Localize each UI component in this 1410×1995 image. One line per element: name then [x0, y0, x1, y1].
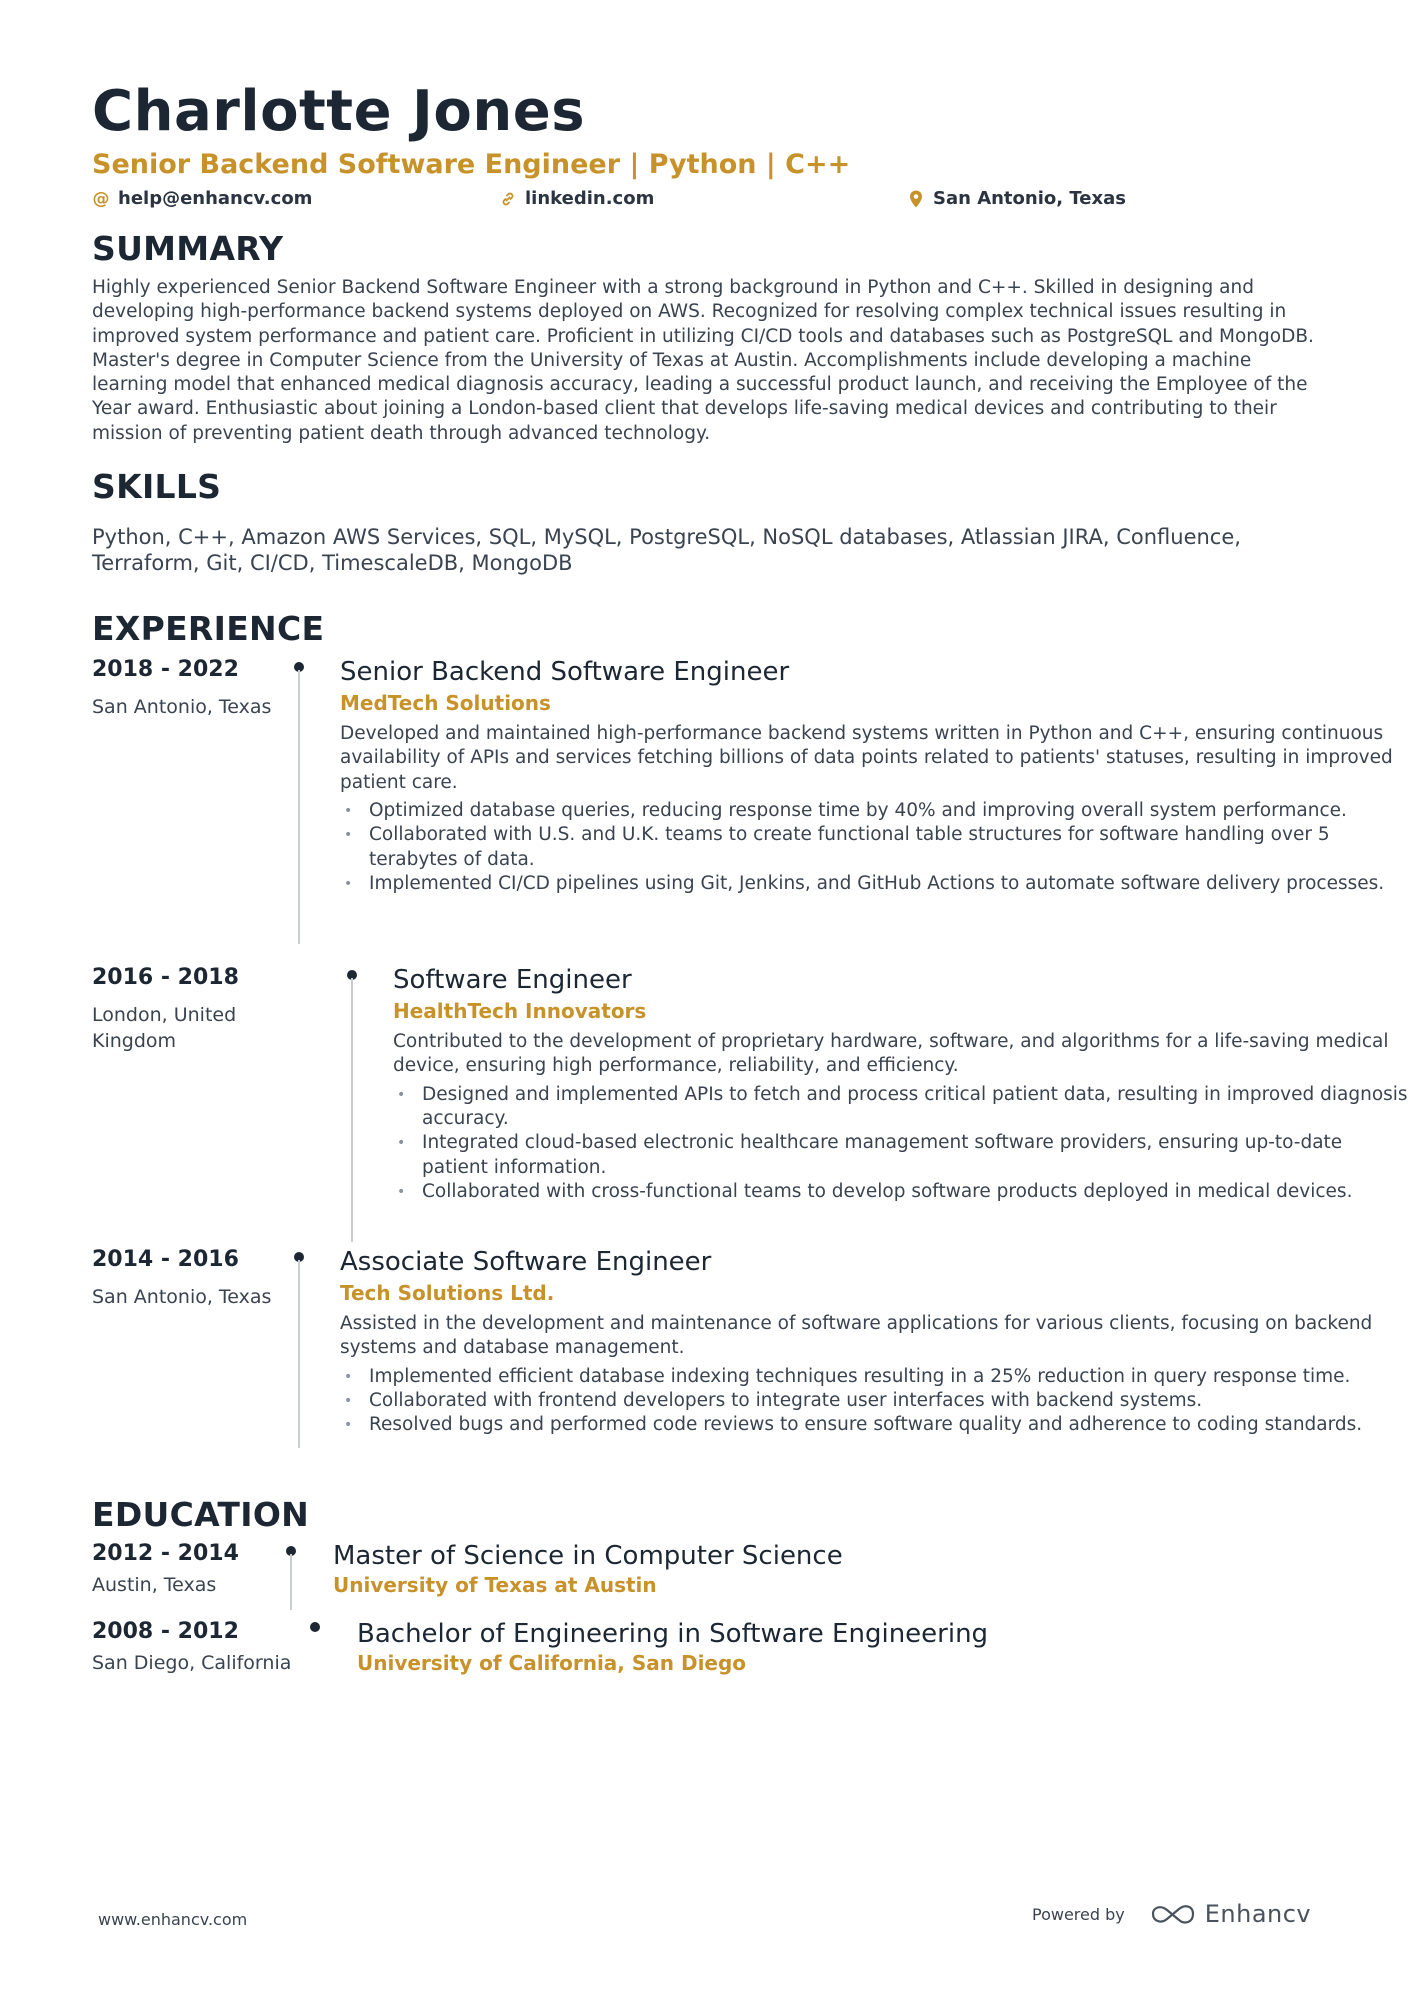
entry-location: San Antonio, Texas	[92, 1286, 272, 1309]
education-entry	[92, 1618, 1332, 1694]
experience-entry	[92, 656, 1393, 954]
contact-email[interactable]	[92, 188, 312, 209]
contact-row	[92, 188, 1332, 216]
contact-linkedin-text: linkedin.com	[525, 188, 655, 209]
skills-section	[92, 466, 1332, 576]
entry-location: London, United Kingdom	[92, 1004, 237, 1053]
entry-bullets	[393, 1083, 1410, 1204]
education-degree: Master of Science in Computer Science	[333, 1541, 843, 1572]
entry-role: Senior Backend Software Engineer	[340, 657, 790, 688]
timeline-line	[351, 978, 353, 1242]
powered-by-label: Powered by	[1032, 1904, 1125, 1924]
contact-linkedin[interactable]	[499, 188, 654, 209]
experience-entry	[92, 1246, 1373, 1486]
contact-email-text: help@enhancv.com	[118, 188, 313, 209]
resume-page	[92, 78, 1408, 1694]
experience-entry	[92, 964, 1408, 1246]
entry-description: Developed and maintained high-performance backend systems written in Python and C++, ensuring continuous availability of APIs and services fetching billions of data points related to patients' statuses, resulting in improved patient care.	[340, 723, 1393, 793]
entry-meta	[92, 1618, 322, 1676]
at-icon: @	[92, 188, 110, 209]
timeline-line	[298, 670, 300, 944]
bullet-item: • Optimized database queries, reducing response time by 40% and improving overall system performance.	[340, 799, 1410, 823]
experience-title: EXPERIENCE	[92, 609, 325, 649]
bullet-dot-icon: •	[344, 802, 353, 819]
bullet-dot-icon: •	[344, 1368, 353, 1385]
bullet-dot-icon: •	[397, 1086, 406, 1103]
skills-title: SKILLS	[92, 467, 222, 507]
entry-location: Austin, Texas	[92, 1574, 217, 1597]
summary-text: Highly experienced Senior Backend Software Engineer with a strong background in Python and C++. Skilled in designing and developing high-performance backend systems deployed on AWS. Recognized for resolving complex technical issues resulting in improved system performance and patient care. Proficient in utilizing CI/CD tools and databases such as PostgreSQL and MongoDB. Master's degree in Computer Science from the University of Texas at Austin. Accomplishments include developing a machine learning model that enhanced medical diagnosis accuracy, leading a successful product launch, and receiving the Employee of the Year award. Enthusiastic about joining a London-based client that develops life-saving medical devices and contributing to their mission of preventing patient death through advanced technology.	[92, 277, 1314, 444]
bullet-dot-icon: •	[397, 1135, 406, 1152]
entry-content	[393, 964, 1410, 1204]
entry-role: Associate Software Engineer	[340, 1247, 712, 1278]
enhancv-logo-icon	[1149, 1901, 1197, 1927]
education-title: EDUCATION	[92, 1495, 310, 1535]
timeline-line	[298, 1260, 300, 1448]
education-entry	[92, 1540, 1332, 1616]
bullet-item: • Integrated cloud-based electronic healthcare management software providers, ensuring up-to-date patient information.	[397, 1132, 1343, 1178]
timeline-line	[290, 1554, 292, 1610]
entry-dates: 2016 - 2018	[92, 965, 239, 991]
entry-company: Tech Solutions Ltd.	[340, 1281, 555, 1306]
headline: Senior Backend Software Engineer | Python | C++	[92, 149, 851, 180]
footer-branding	[1032, 1900, 1311, 1928]
footer-website[interactable]: www.enhancv.com	[98, 1910, 248, 1929]
education-school: University of California, San Diego	[357, 1651, 747, 1676]
entry-dates: 2008 - 2012	[92, 1619, 239, 1645]
entry-description: Contributed to the development of proprietary hardware, software, and algorithms for a life-saving medical device, ensuring high performance, reliability, and efficiency.	[393, 1031, 1389, 1077]
entry-bullets	[340, 799, 1410, 896]
contact-location-text: San Antonio, Texas	[933, 188, 1126, 209]
entry-content	[340, 1246, 1410, 1437]
bullet-item: • Collaborated with frontend developers to integrate user interfaces with backend systems.	[340, 1389, 1410, 1413]
entry-meta	[92, 656, 322, 720]
entry-bullets	[340, 1365, 1410, 1438]
bullet-dot-icon: •	[344, 827, 353, 844]
candidate-name: Charlotte Jones	[92, 79, 586, 144]
contact-location	[907, 188, 1126, 209]
education-degree: Bachelor of Engineering in Software Engineering	[357, 1619, 989, 1650]
bullet-dot-icon: •	[344, 875, 353, 892]
entry-meta	[92, 1246, 322, 1310]
education-school: University of Texas at Austin	[333, 1573, 657, 1598]
entry-dates: 2018 - 2022	[92, 657, 239, 683]
link-icon	[499, 191, 517, 207]
entry-meta	[92, 964, 322, 1054]
entry-description: Assisted in the development and maintenance of software applications for various clients, focusing on backend systems and database management.	[340, 1313, 1373, 1359]
entry-content	[340, 656, 1410, 896]
entry-dates: 2014 - 2016	[92, 1247, 239, 1273]
bullet-item: • Resolved bugs and performed code reviews to ensure software quality and adherence to coding standards.	[340, 1413, 1410, 1437]
education-section	[92, 1494, 1332, 1694]
enhancv-logo-text: Enhancv	[1204, 1900, 1312, 1928]
bullet-dot-icon: •	[344, 1392, 353, 1409]
summary-title: SUMMARY	[92, 229, 284, 268]
bullet-item: • Collaborated with cross-functional teams to develop software products deployed in medical devices.	[393, 1180, 1410, 1204]
bullet-item: • Implemented CI/CD pipelines using Git, Jenkins, and GitHub Actions to automate software delivery processes.	[340, 872, 1410, 896]
entry-location: San Antonio, Texas	[92, 696, 272, 719]
enhancv-logo[interactable]	[1149, 1900, 1311, 1928]
bullet-dot-icon: •	[344, 1417, 353, 1434]
entry-content	[333, 1540, 1410, 1598]
entry-dates: 2012 - 2014	[92, 1541, 239, 1567]
bullet-item: • Designed and implemented APIs to fetch and process critical patient data, resulting in improved diagnosis accuracy.	[397, 1083, 1408, 1129]
entry-location: San Diego, California	[92, 1652, 292, 1675]
entry-role: Software Engineer	[393, 965, 632, 996]
bullet-item: • Implemented efficient database indexing techniques resulting in a 25% reduction in query response time.	[340, 1365, 1410, 1389]
skills-text: Python, C++, Amazon AWS Services, SQL, MySQL, PostgreSQL, NoSQL databases, Atlassian JIRA, Confluence, Terraform, Git, CI/CD, TimescaleDB, MongoDB	[92, 525, 1241, 576]
location-pin-icon	[907, 190, 925, 208]
entry-company: MedTech Solutions	[340, 691, 551, 716]
entry-company: HealthTech Innovators	[393, 999, 647, 1024]
bullet-item: • Collaborated with U.S. and U.K. teams to create functional table structures for software handling over 5 terabytes of data.	[344, 824, 1330, 870]
experience-section	[92, 608, 1408, 1486]
summary-section	[92, 228, 1332, 446]
bullet-dot-icon: •	[397, 1183, 406, 1200]
entry-content	[357, 1618, 1410, 1676]
